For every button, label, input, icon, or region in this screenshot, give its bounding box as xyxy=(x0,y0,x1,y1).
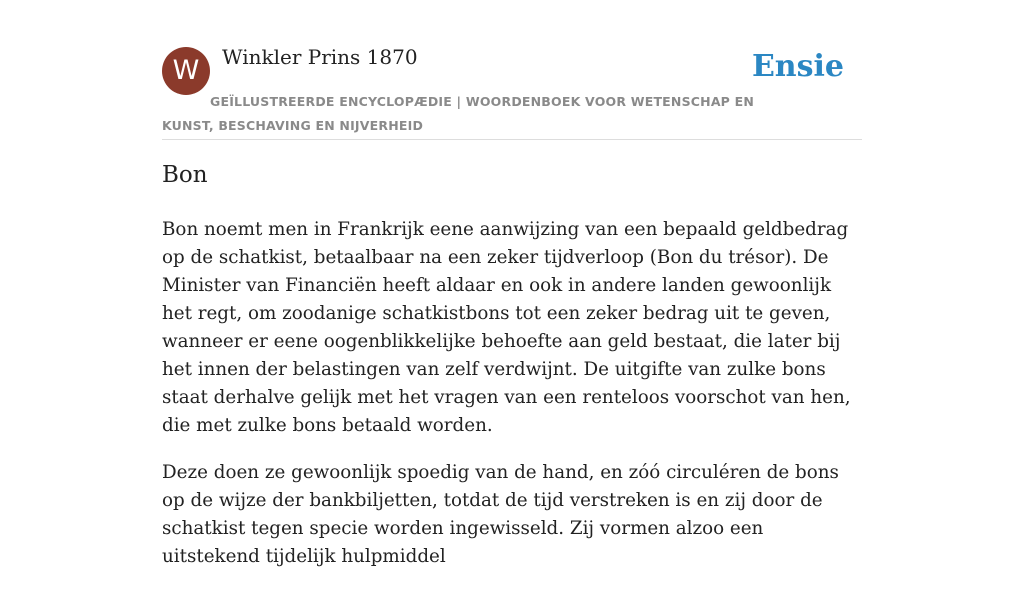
entry-paragraph-2: Deze doen ze gewoonlijk spoedig van de hand, en zóó circuléren de bons op de wijze der bankbiljetten, totdat de tijd verstreken is en zij door de schatkist tegen specie worden ingewisseld. Zij vormen alzoo een uitstekend tijdelijk hulpmiddel xyxy=(162,462,839,567)
ensie-logo-link[interactable]: Ensie xyxy=(751,49,844,84)
source-subtitle: GEÏLLUSTREERDE ENCYCLOPÆDIE | WOORDENBOEK VOOR WETENSCHAP EN KUNST, BESCHAVING EN NIJVERHEID xyxy=(162,94,755,133)
entry-paragraph-1: Bon noemt men in Frankrijk eene aanwijzing van een bepaald geldbedrag op de schatkist, betaalbaar na een zeker tijdverloop (Bon du trésor). De Minister van Financiën heeft aldaar en ook in andere landen gewoonlijk het regt, om zoodanige schatkistbons tot een zeker bedrag uit te geven, wanneer er eene oogenblikkelijke behoefte aan geld bestaat, die later bij het innen der belastingen van zelf verdwijnt. De uitgifte van zulke bons staat derhalve gelijk met het vragen van een renteloos voorschot van hen, die met zulke bons betaald worden. xyxy=(162,219,851,436)
entry-body xyxy=(162,216,866,590)
header-divider xyxy=(162,139,862,140)
entry-title: Bon xyxy=(162,162,208,188)
source-avatar[interactable]: W xyxy=(162,47,210,95)
source-title-link[interactable]: Winkler Prins 1870 xyxy=(222,45,418,69)
